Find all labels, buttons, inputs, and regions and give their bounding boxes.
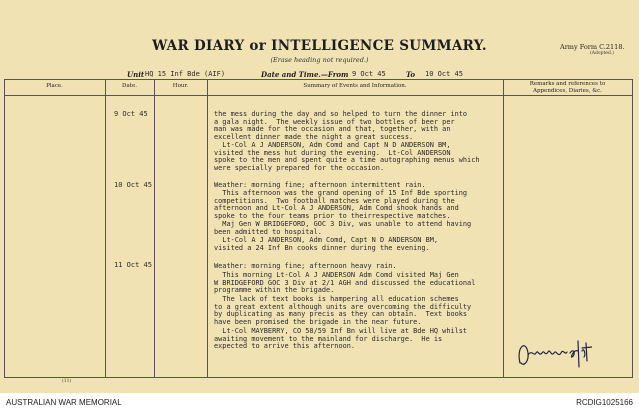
remarks-column-header-line2: Appendices, Diaries, &c. bbox=[533, 88, 602, 94]
from-date-value: 9 Oct 45 bbox=[352, 70, 386, 78]
hour-column-header: Hour. bbox=[172, 83, 189, 89]
unit-label: Unit bbox=[127, 70, 145, 79]
entry-text: The lack of text books is hampering all education schemes to a great extent although units are overcoming the difficulty by duplicating as many precis as they can obtain. Text books have been promised the brigade in the near future. bbox=[214, 295, 472, 327]
handwritten-signature bbox=[512, 327, 592, 377]
entry-text: Lt-Col A J ANDERSON, Adm Comd and Capt N D ANDERSON BM, visited the mess hut during the evening. Lt-Col ANDERSON spoke to the men and spent quite a time autographing menus which were specially prepared for the occasion. bbox=[214, 141, 480, 173]
entry-text: Lt-Col MAYBERRY, CO 58/59 Inf Bn will live at Bde HQ whilst awaiting movement to the mainland for discharge. He is expected to arrive this afternoon. bbox=[214, 327, 468, 351]
place-date-divider bbox=[105, 79, 106, 378]
table-top-rule bbox=[4, 79, 633, 80]
summary-remarks-divider bbox=[503, 79, 504, 378]
document-title: WAR DIARY or INTELLIGENCE SUMMARY. bbox=[152, 38, 487, 54]
table-right-edge bbox=[632, 79, 633, 378]
hour-summary-divider bbox=[207, 79, 208, 378]
place-column-header: Place. bbox=[46, 83, 63, 89]
archive-reference: RCDIG1025166 bbox=[576, 398, 633, 407]
entry-text: Maj Gen W BRIDGEFORD, GOC 3 Div, was unable to attend having been admitted to hospital. bbox=[214, 220, 472, 236]
entry-text: Lt-Col A J ANDERSON, Adm Comd, Capt N D ANDERSON BM, visited a 24 Inf Bn cooks dinner during the evening. bbox=[214, 236, 439, 252]
entry-date: 10 Oct 45 bbox=[114, 181, 152, 189]
unit-value: HQ 15 Inf Bde (AIF) bbox=[145, 70, 226, 78]
date-time-label: Date and Time.—From bbox=[261, 70, 349, 79]
table-bottom-rule bbox=[4, 377, 633, 378]
entry-text: Weather: morning fine; afternoon intermittent rain. bbox=[214, 181, 426, 189]
summary-column-header: Summary of Events and Information. bbox=[303, 83, 407, 89]
archive-credit: AUSTRALIAN WAR MEMORIAL bbox=[6, 398, 122, 407]
entry-text: This morning Lt-Col A J ANDERSON Adm Comd visited Maj Gen W BRIDGEFORD GOC 3 Div at 2/1 AGH and discussed the educational programme within the brigade. bbox=[214, 271, 476, 295]
form-footnote: (11) bbox=[62, 379, 72, 384]
entry-date: 11 Oct 45 bbox=[114, 261, 152, 269]
entry-text: the mess during the day and so helped to turn the dinner into a gala night. The weekly issue of two bottles of beer per man was made for the occasion and that, together, with an excellent dinner made the night a great success. bbox=[214, 110, 468, 142]
form-adopted-note: (Adopted.) bbox=[590, 51, 615, 56]
form-number: Army Form C.2118. bbox=[560, 43, 625, 51]
date-hour-divider bbox=[154, 79, 155, 378]
table-header-rule bbox=[4, 95, 633, 96]
to-date-value: 10 Oct 45 bbox=[425, 70, 463, 78]
document-subtitle: (Erase heading not required.) bbox=[270, 56, 369, 64]
table-left-edge bbox=[4, 79, 5, 378]
entry-text: Weather: morning fine; afternoon heavy rain. bbox=[214, 262, 397, 270]
entry-text: This afternoon was the grand opening of 15 Inf Bde sporting competitions. Two football matches were played during the afternoon and Lt-Col A J ANDERSON, Adm Comd shook hands and spoke to the four teams prior to theirrespective matches. bbox=[214, 189, 468, 221]
remarks-column-header-line1: Remarks and references to bbox=[529, 81, 606, 87]
entry-date: 9 Oct 45 bbox=[114, 110, 148, 118]
date-column-header: Date. bbox=[122, 83, 137, 89]
to-label: To bbox=[406, 70, 416, 79]
